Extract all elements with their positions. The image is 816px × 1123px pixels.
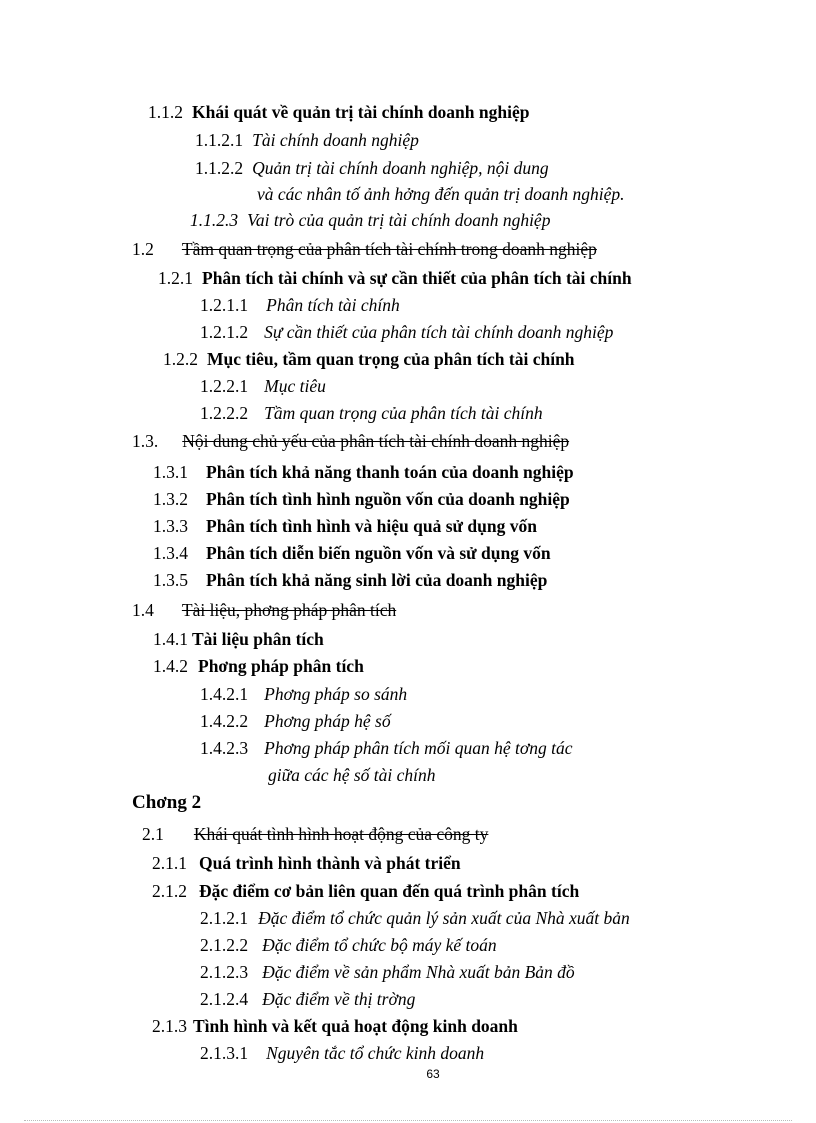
toc-number: 1.2.1 [158,268,193,288]
toc-number: 1.2.2.1 [200,376,249,396]
toc-title: Sự cần thiết của phân tích tài chính doanh nghiệp [264,322,614,342]
chapter-heading [132,792,201,814]
toc-title: Nguyên tắc tổ chức kinh doanh [266,1043,485,1063]
toc-entry-2-1-1 [152,852,461,874]
toc-title: Phân tích khả năng thanh toán của doanh nghiệp [206,462,574,482]
toc-entry-continuation [257,183,625,205]
toc-entry-2-1-3-1 [200,1042,484,1064]
toc-entry-2-1-2-3 [200,961,575,983]
toc-title: Mục tiêu, tầm quan trọng của phân tích tài chính [207,349,575,369]
toc-entry-2-1-3 [152,1015,518,1037]
page-number: 63 [426,1067,440,1081]
toc-entry-1-2-1 [158,267,632,289]
toc-number: 1.4 [132,600,154,620]
toc-number: 1.2.2 [163,349,198,369]
toc-title: Mục tiêu [264,376,326,396]
toc-entry-1-3-4 [153,542,551,564]
toc-title: Khái quát về quản trị tài chính doanh nghiệp [192,102,530,122]
toc-entry-1-4-2-1 [200,683,407,705]
toc-title: Phân tích diễn biến nguồn vốn và sử dụng vốn [206,543,551,563]
toc-title: Khái quát tình hình hoạt động của công ty [193,824,489,844]
toc-entry-1-2 [132,238,597,260]
toc-title: Phân tích tài chính và sự cần thiết của phân tích tài chính [202,268,632,288]
toc-title: Phân tích tài chính [266,295,400,315]
toc-title: Tình hình và kết quả hoạt động kinh doanh [193,1016,518,1036]
toc-number: 1.1.2 [148,102,183,122]
toc-number: 1.2 [132,239,154,259]
toc-number: 1.4.2 [153,656,188,676]
toc-number: 2.1.1 [152,853,187,873]
toc-title: Phân tích tình hình và hiệu quả sử dụng vốn [206,516,537,536]
toc-title: Phơng pháp so sánh [264,684,408,704]
toc-number: 1.4.2.3 [200,738,249,758]
toc-number: 1.3.4 [153,543,188,563]
toc-entry-1-2-1-2 [200,321,613,343]
toc-number: 1.4.2.2 [200,711,249,731]
toc-number: 1.3. [132,431,159,451]
toc-title: Phân tích khả năng sinh lời của doanh nghiệp [206,570,548,590]
toc-number: 1.4.1 [153,629,188,649]
toc-number: 1.2.1.1 [200,295,249,315]
toc-title: Tài liệu phân tích [192,629,324,649]
toc-entry-1-3-3 [153,515,537,537]
toc-title: Tầm quan trọng của phân tích tài chính [264,403,543,423]
toc-title: Quá trình hình thành và phát triển [199,853,461,873]
toc-entry-1-3-5 [153,569,547,591]
toc-entry-1-2-2 [163,348,575,370]
toc-title: và các nhân tố ảnh hởng đến quản trị doanh nghiệp. [257,184,625,204]
toc-number: 1.3.2 [153,489,188,509]
toc-number: 1.1.2.3 [190,210,239,230]
toc-entry-1-3-1 [153,461,574,483]
toc-number: 2.1.2 [152,881,187,901]
toc-number: 1.2.1.2 [200,322,249,342]
toc-entry-2-1-2-4 [200,988,415,1010]
toc-entry-1-4-1 [153,628,324,650]
toc-entry-1-2-2-1 [200,375,326,397]
toc-title: Phơng pháp hệ số [264,711,391,731]
toc-entry-1-1-2 [148,101,529,123]
toc-title: Đặc điểm tổ chức bộ máy kế toán [262,935,497,955]
toc-title: Tài chính doanh nghiệp [252,130,419,150]
page-bottom-divider [24,1120,792,1121]
toc-entry-2-1-2-1 [200,907,630,929]
toc-title: Đặc điểm tổ chức quản lý sản xuất của Nhà xuất bản [258,908,630,928]
toc-number: 2.1 [142,824,164,844]
toc-title: Quản trị tài chính doanh nghiệp, nội dung [252,158,549,178]
toc-number: 2.1.2.1 [200,908,249,928]
toc-entry-2-1 [142,823,488,845]
toc-title: Tài liệu, phơng pháp phân tích [181,600,397,620]
toc-number: 1.3.3 [153,516,188,536]
toc-number: 1.3.1 [153,462,188,482]
toc-title: Phơng pháp phân tích mối quan hệ tơng tác [264,738,573,758]
toc-number: 1.4.2.1 [200,684,249,704]
toc-entry-2-1-2-2 [200,934,497,956]
chapter-title: Chơng 2 [132,792,202,813]
toc-entry-1-4-2-3 [200,737,573,759]
toc-entry-continuation [268,764,436,786]
toc-number: 2.1.3.1 [200,1043,249,1063]
toc-entry-1-2-1-1 [200,294,400,316]
toc-entry-1-2-2-2 [200,402,543,424]
toc-entry-1-4-2-2 [200,710,391,732]
toc-number: 2.1.2.2 [200,935,249,955]
toc-entry-1-1-2-3 [190,209,550,231]
toc-number: 2.1.2.4 [200,989,249,1009]
toc-title: Vai trò của quản trị tài chính doanh nghiệp [247,210,551,230]
toc-entry-1-4-2 [153,655,364,677]
toc-title: Tầm quan trọng của phân tích tài chính trong doanh nghiệp [181,239,597,259]
toc-title: Phân tích tình hình nguồn vốn của doanh nghiệp [206,489,570,509]
toc-number: 1.3.5 [153,570,188,590]
toc-title: Phơng pháp phân tích [198,656,364,676]
toc-title: Đặc điểm về thị trờng [262,989,416,1009]
toc-number: 2.1.3 [152,1016,187,1036]
toc-entry-1-3 [132,430,569,452]
toc-number: 1.1.2.1 [195,130,244,150]
toc-title: Đặc điểm về sản phẩm Nhà xuất bản Bản đồ [262,962,575,982]
toc-title: giữa các hệ số tài chính [268,765,436,785]
toc-entry-1-4 [132,599,396,621]
toc-number: 2.1.2.3 [200,962,249,982]
toc-entry-1-1-2-1 [195,129,419,151]
toc-number: 1.2.2.2 [200,403,249,423]
toc-entry-1-1-2-2 [195,157,549,179]
toc-entry-2-1-2 [152,880,579,902]
toc-number: 1.1.2.2 [195,158,244,178]
toc-title: Đặc điểm cơ bản liên quan đến quá trình phân tích [199,881,580,901]
toc-entry-1-3-2 [153,488,570,510]
toc-title: Nội dung chủ yếu của phân tích tài chính doanh nghiệp [182,431,570,451]
